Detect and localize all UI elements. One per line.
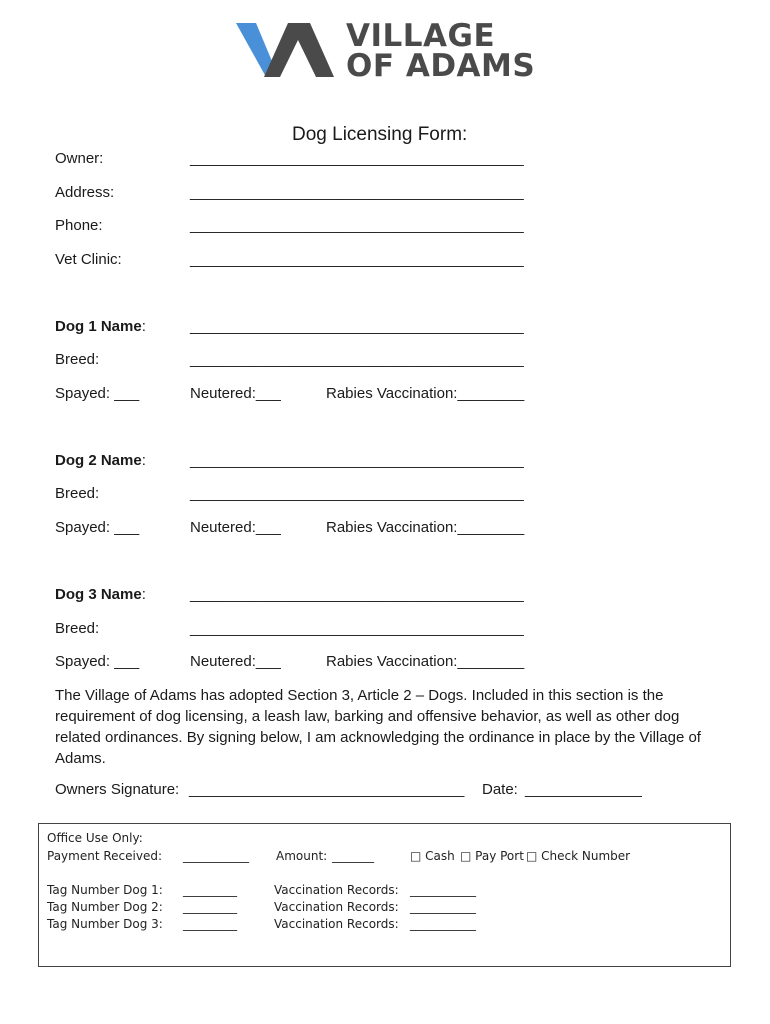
cash-checkbox[interactable]: □ Cash xyxy=(410,849,455,863)
dog-1-name-label: Dog 1 Name: xyxy=(55,318,146,335)
office-use-box xyxy=(38,823,731,967)
dog-1-breed-label: Breed: xyxy=(55,351,100,368)
vaccination-records-1-label: Vaccination Records: xyxy=(274,883,399,897)
dog-2-breed-label: Breed: xyxy=(55,485,100,502)
dog-2-spayed-field[interactable]: Spayed: ___ xyxy=(55,519,140,536)
vaccination-records-2-field[interactable]: ___________ xyxy=(410,900,476,914)
check-number-checkbox[interactable]: □ Check Number xyxy=(526,849,631,863)
vaccination-records-1-field[interactable]: ___________ xyxy=(410,883,476,897)
ordinance-paragraph: The Village of Adams has adopted Section 3, Article 2 – Dogs. Included in this section is the requirement of dog licensing, a leash law, barking and offensive behavior, as well as other dog related ordinances. By signing below, I am acknowledging the ordinance in place by the Village of Adams. xyxy=(55,687,701,767)
amount-field[interactable]: _______ xyxy=(332,849,374,863)
phone-field[interactable]: ________________________________________ xyxy=(190,217,524,234)
vet-clinic-field[interactable]: ________________________________________ xyxy=(190,251,524,268)
dog-1-neutered-field[interactable]: Neutered:___ xyxy=(190,385,281,402)
dog-3-neutered-field[interactable]: Neutered:___ xyxy=(190,653,281,670)
tag-number-dog-2-field[interactable]: _________ xyxy=(183,900,237,914)
dog-1-name-field[interactable]: ________________________________________ xyxy=(190,318,524,335)
logo-text-line-2: OF ADAMS xyxy=(346,48,536,84)
tag-number-dog-1-label: Tag Number Dog 1: xyxy=(47,883,163,897)
dog-3-breed-label: Breed: xyxy=(55,620,100,637)
dog-3-spayed-field[interactable]: Spayed: ___ xyxy=(55,653,140,670)
dog-3-name-label: Dog 3 Name: xyxy=(55,586,146,603)
form-title: Dog Licensing Form: xyxy=(292,124,468,145)
dog-2-rabies-field[interactable]: Rabies Vaccination:________ xyxy=(326,519,525,536)
dog-3-breed-field[interactable]: ________________________________________ xyxy=(190,620,524,637)
dog-3-name-field[interactable]: ________________________________________ xyxy=(190,586,524,603)
date-label: Date: xyxy=(482,781,518,798)
signature-label: Owners Signature: xyxy=(55,781,180,798)
va-logo-mark-icon xyxy=(236,20,336,80)
address-field[interactable]: ________________________________________ xyxy=(190,184,524,201)
vaccination-records-2-label: Vaccination Records: xyxy=(274,900,399,914)
tag-number-dog-2-label: Tag Number Dog 2: xyxy=(47,900,163,914)
pay-port-checkbox[interactable]: □ Pay Port xyxy=(460,849,524,863)
tag-number-dog-3-field[interactable]: _________ xyxy=(183,917,237,931)
amount-label: Amount: xyxy=(276,849,328,863)
date-field[interactable]: ______________ xyxy=(525,781,642,798)
tag-number-dog-3-label: Tag Number Dog 3: xyxy=(47,917,163,931)
vaccination-records-3-field[interactable]: ___________ xyxy=(410,917,476,931)
address-label: Address: xyxy=(55,184,115,201)
dog-1-breed-field[interactable]: ________________________________________ xyxy=(190,351,524,368)
dog-3-rabies-field[interactable]: Rabies Vaccination:________ xyxy=(326,653,525,670)
dog-1-rabies-field[interactable]: Rabies Vaccination:________ xyxy=(326,385,525,402)
logo-text-line-1: VILLAGE xyxy=(346,18,496,54)
payment-received-field[interactable]: ___________ xyxy=(183,849,249,863)
dog-2-breed-field[interactable]: ________________________________________ xyxy=(190,485,524,502)
dog-2-name-field[interactable]: ________________________________________ xyxy=(190,452,524,469)
vet-clinic-label: Vet Clinic: xyxy=(55,251,122,268)
office-use-heading: Office Use Only: xyxy=(47,831,143,845)
vaccination-records-3-label: Vaccination Records: xyxy=(274,917,399,931)
tag-number-dog-1-field[interactable]: _________ xyxy=(183,883,237,897)
owner-label: Owner: xyxy=(55,150,104,167)
phone-label: Phone: xyxy=(55,217,103,234)
owner-field[interactable]: ________________________________________ xyxy=(190,150,524,167)
signature-field[interactable]: _________________________________ xyxy=(189,781,465,798)
dog-1-spayed-field[interactable]: Spayed: ___ xyxy=(55,385,140,402)
dog-2-neutered-field[interactable]: Neutered:___ xyxy=(190,519,281,536)
payment-received-label: Payment Received: xyxy=(47,849,162,863)
dog-2-name-label: Dog 2 Name: xyxy=(55,452,146,469)
